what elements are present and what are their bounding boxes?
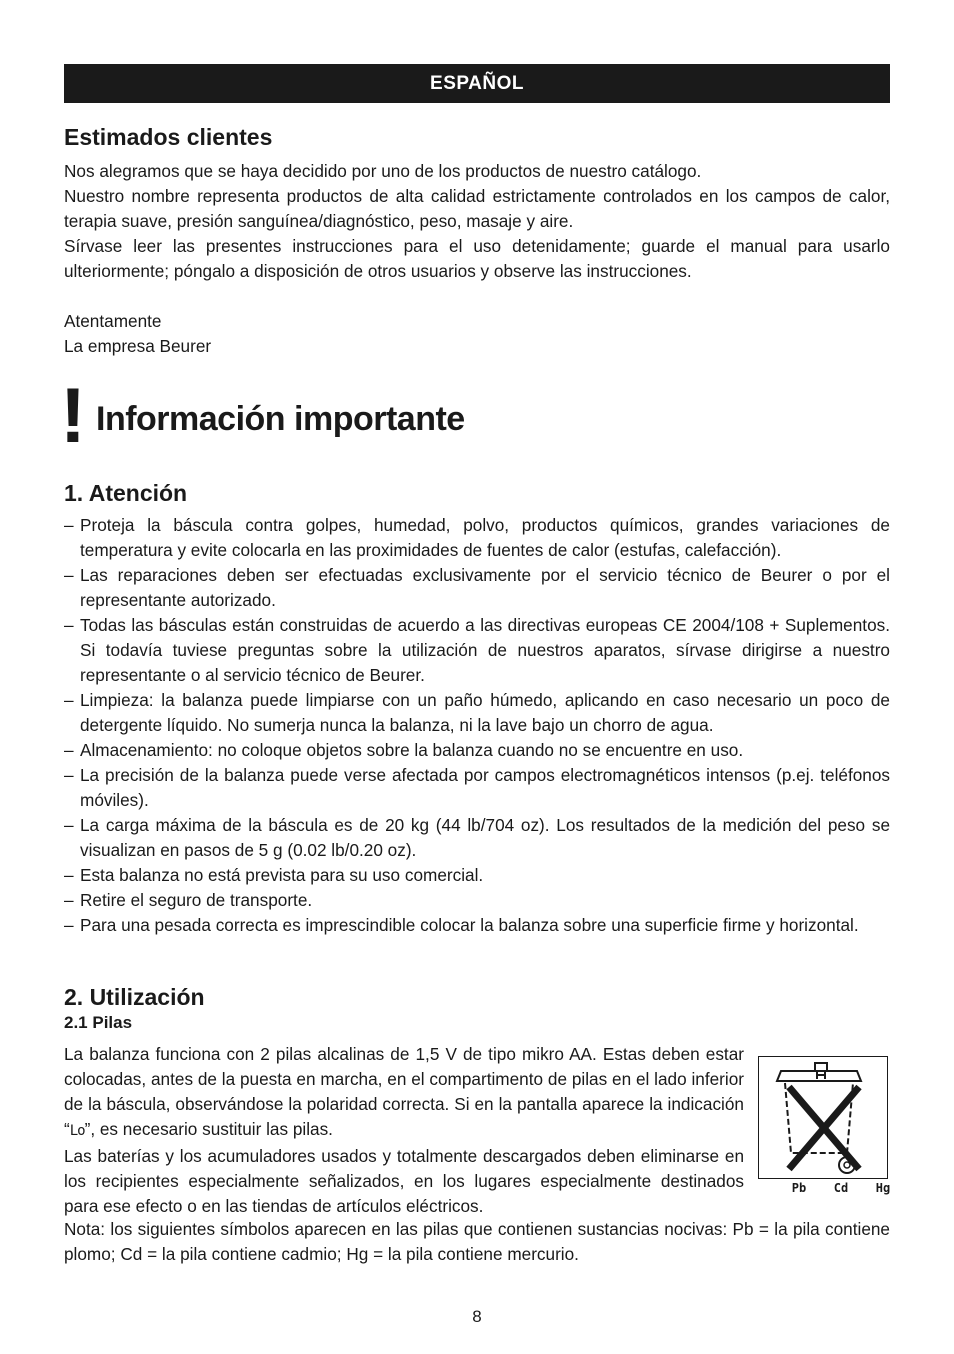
signature-text: La empresa Beurer — [64, 336, 212, 356]
greeting-text — [64, 159, 890, 284]
low-battery-symbol: Lo — [69, 1123, 85, 1139]
list-item: – Las reparaciones deben ser efectuadas exclusivamente por el servicio técnico de Beurer o por el representante autorizado. — [64, 563, 890, 613]
greeting-line: Nos alegramos que se haya decidido por uno de los productos de nuestro catálogo. — [64, 161, 702, 181]
list-item: – Limpieza: la balanza puede limpiarse con un paño húmedo, aplicando en caso necesario un poco de detergente líquido. No sumerja nunca la balanza, ni la lave bajo un chorro de agua. — [64, 688, 890, 738]
greeting-line: Nuestro nombre representa productos de alta calidad estrictamente controlados en los campos de calor, terapia suave, presión sanguínea/diagnóstico, peso, masaje y aire. — [64, 186, 890, 231]
language-header-bar — [64, 64, 890, 103]
crossed-bin-symbol-box — [758, 1056, 888, 1179]
closing-text: Atentamente — [64, 311, 162, 331]
important-title: Información importante — [96, 400, 465, 438]
list-item: – Retire el seguro de transporte. — [64, 888, 890, 913]
list-item: – Para una pesada correcta es imprescindible colocar la balanza sobre una superficie firme y horizontal. — [64, 913, 890, 938]
pb-label: Pb — [791, 1181, 807, 1195]
hazardous-substances-note: Nota: los siguientes símbolos aparecen en las pilas que contienen sustancias nocivas: Pb = la pila contiene plomo; Cd = la pila contiene cadmio; Hg = la pila contiene mercurio. — [64, 1219, 890, 1264]
cd-label: Cd — [833, 1181, 849, 1195]
batteries-text-a: La balanza funciona con 2 pilas alcalinas de 1,5 V de tipo mikro AA. Estas deben estar colocadas, antes de la puesta en marcha, en el compartimento de pilas en el lado inferior de la báscula, observándose la polaridad correcta. Si en la pantalla aparece la indicación “ — [64, 1044, 744, 1139]
greeting-title: Estimados clientes — [64, 124, 273, 150]
language-label: ESPAÑOL — [430, 72, 524, 94]
section-2-title: 2. Utilización — [64, 984, 205, 1010]
batteries-text-b: ”, es necesario sustituir las pilas. — [84, 1119, 333, 1139]
subsection-batteries-title: 2.1 Pilas — [64, 1013, 133, 1032]
attention-list — [64, 513, 890, 938]
list-item: – La carga máxima de la báscula es de 20 kg (44 lb/704 oz). Los resultados de la medición del peso se visualizan en pasos de 5 g (0.02 lb/0.20 oz). — [64, 813, 890, 863]
important-info-heading — [60, 371, 890, 464]
crossed-bin-icon — [759, 1057, 886, 1177]
exclamation-icon: ! — [60, 371, 86, 459]
batteries-paragraph — [64, 1042, 744, 1144]
hg-label: Hg — [875, 1181, 891, 1195]
batteries-text — [64, 1042, 744, 1219]
list-item: – Almacenamiento: no coloque objetos sobre la balanza cuando no se encuentre en uso. — [64, 738, 890, 763]
list-item: – Esta balanza no está prevista para su uso comercial. — [64, 863, 890, 888]
list-item: – Todas las básculas están construidas de acuerdo a las directivas europeas CE 2004/108 + Suplementos. Si todavía tuviese preguntas sobre la utilización de nuestros aparatos, sírvase dirigirse a nuestro representante o al servicio técnico de Beurer. — [64, 613, 890, 688]
disposal-paragraph: Las baterías y los acumuladores usados y totalmente descargados deben eliminarse en los recipientes especialmente señalizados, en los lugares especialmente destinados para ese efecto o en las tiendas de artículos eléctricos. — [64, 1146, 744, 1216]
list-item: – La precisión de la balanza puede verse afectada por campos electromagnéticos intensos (p.ej. teléfonos móviles). — [64, 763, 890, 813]
list-item: – Proteja la báscula contra golpes, humedad, polvo, productos químicos, grandes variaciones de temperatura y evite colocarla en las proximidades de fuentes de calor (estufas, calefacción). — [64, 513, 890, 563]
battery-symbols-row — [778, 1181, 904, 1195]
page-number: 8 — [472, 1307, 482, 1326]
greeting-line: Sírvase leer las presentes instrucciones para el uso detenidamente; guarde el manual para usarlo ulteriormente; póngalo a disposición de otros usuarios y observe las instrucciones. — [64, 236, 890, 281]
section-1-title: 1. Atención — [64, 480, 188, 506]
closing-block — [64, 309, 890, 359]
